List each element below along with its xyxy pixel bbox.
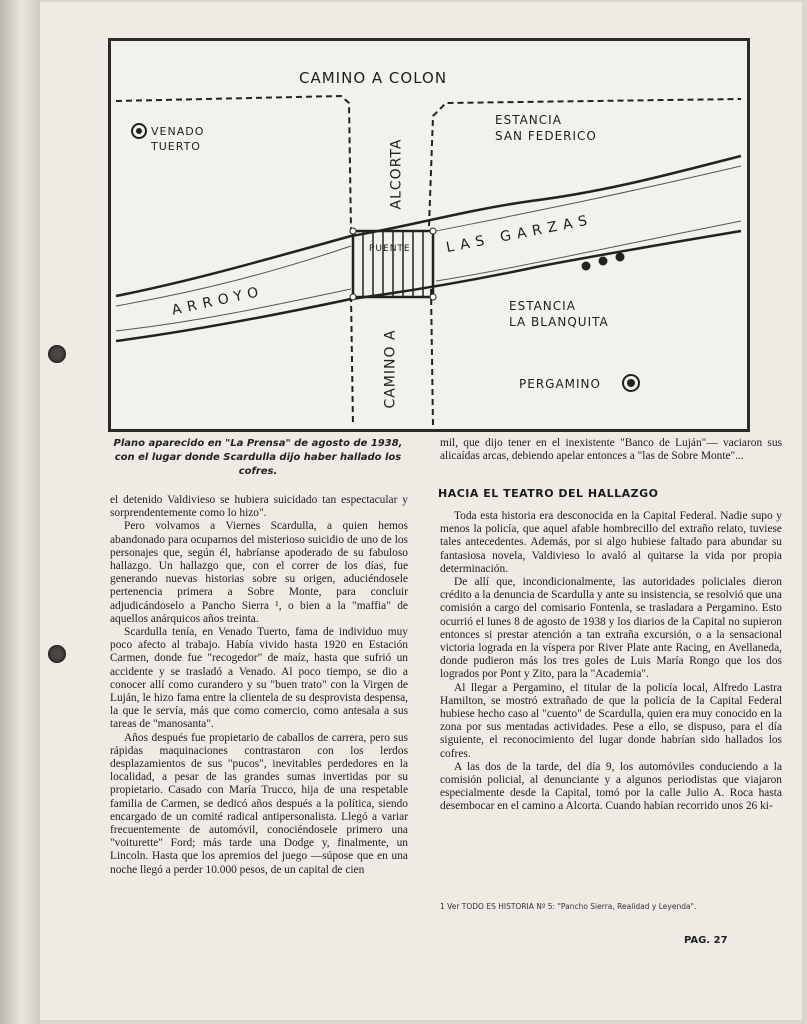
paragraph: Pero volvamos a Viernes Scardulla, a quien hemos abandonado para ocuparnos del misterioso suicidio de uno de los personajes que, según él, habríanse apoderado de su fabuloso hallazgo. Un hallazgo que, con el correr de los días, fue generando nuevas historias sobre su origen, aduciéndosele pertenencia primera a Sobre Monte, para concluir adjudicándoselo a Pancho Sierra ¹, o bien a la "maffia" de aquellos anárquicos años treinta. xyxy=(110,520,408,625)
punch-hole xyxy=(48,645,66,663)
map-label-estancia-2: ESTANCIA xyxy=(509,299,576,313)
map-drawing xyxy=(111,41,747,429)
paragraph: el detenido Valdivieso se hubiera suicidado tan espectacular y sorprendentemente como lo hizo". xyxy=(110,494,408,520)
paragraph: Al llegar a Pergamino, el titular de la policía local, Alfredo Lastra Hamilton, se mostró extrañado de que la policía de la Capital Federal hubiese hecho caso al "cuento" de Scardulla, quien era muy conocido en la zona por sus mentadas actividades. Pese a ello, se dispuso, para el día siguiente, el reconocimiento del lugar donde habrían sido hallados los cofres. xyxy=(440,681,782,760)
page-number: PAG. 27 xyxy=(684,935,728,946)
map-figure xyxy=(108,38,750,432)
left-column xyxy=(110,494,408,877)
map-label-arroyo: ARROYO xyxy=(170,283,266,319)
paragraph: De allí que, incondicionalmente, las autoridades policiales dieron crédito a la denuncia de Scardulla y ante su insistencia, se resolvió que una comisión a cargo del comisario Fontenla, se trasladara a Pergamino. Esto ocurrió el lunes 8 de agosto de 1938 y los diarios de la Capital no supieron entonces si prestar atención a tan extraña excursión, o a la sensacional victoria lograda en la víspera por River Plate ante Racing, en Avellaneda, donde pudieron más los tres goles de Luis María Rongo que los dos logrados por Pont y Zito, para la "Academia". xyxy=(440,576,782,681)
footnote: 1 Ver TODO ES HISTORIA Nº 5: "Pancho Sierra, Realidad y Leyenda". xyxy=(440,902,697,911)
map-label-tuerto: TUERTO xyxy=(151,140,201,153)
right-column-top xyxy=(440,437,782,463)
map-label-puente: PUENTE xyxy=(369,244,411,254)
right-column xyxy=(440,510,782,814)
page-binding xyxy=(0,0,40,1024)
map-label-la-blanquita: LA BLANQUITA xyxy=(509,315,609,329)
map-label-las-garzas: LAS GARZAS xyxy=(444,211,595,257)
map-label-venado: VENADO xyxy=(151,125,205,138)
map-label-san-federico: SAN FEDERICO xyxy=(495,129,597,143)
paragraph: Scardulla tenía, en Venado Tuerto, fama de individuo muy poco afecto al trabajo. Había vivido hasta 1920 en Estación Carmen, donde fue "recogedor" de maíz, hasta que sufrió un accidente y se trasladó a Venado. Al poco tiempo, se dio a conocer allí como curandero y su "buen trato" con la Virgen de Luján, le hizo fama entre la clientela de su desprovista despensa, la que le servía, más que como comercio, como antesala a sus tareas de "manosanta". xyxy=(110,626,408,731)
map-label-estancia-1: ESTANCIA xyxy=(495,113,562,127)
map-label-camino-colon: CAMINO A COLON xyxy=(299,69,448,87)
paragraph: mil, que dijo tener en el inexistente "Banco de Luján"— vaciaron sus alicaídas arcas, debiendo apelar entonces a "las de Sobre Monte"... xyxy=(440,437,782,463)
map-label-camino-a: CAMINO A xyxy=(382,329,399,409)
map-caption: Plano aparecido en "La Prensa" de agosto de 1938, con el lugar donde Scardulla dijo haber hallado los cofres. xyxy=(113,438,403,477)
paragraph: Años después fue propietario de caballos de carrera, pero sus rápidas maquinaciones contrastaron con los lerdos desplazamientos de sus "pucos", inevitables perdedores en la localidad, a pesar de las grandes sumas invertidas por su propietario. Casado con María Trucco, hija de una respetable familia de Carmen, se dedicó años después a la política, siendo encargado de un comité radical antipersonalista. Llegó a variar frecuentemente de automóvil, conociéndosele primero una "voiturette" Ford; más tarde una Dodge y, finalmente, un Lincoln. Hasta que los apremios del juego —súpose que en una noche llegó a perder 10.000 pesos, de un capital de cien xyxy=(110,731,408,876)
map-label-alcorta: ALCORTA xyxy=(388,138,405,210)
map-label-pergamino: PERGAMINO xyxy=(519,377,601,391)
paragraph: Toda esta historia era desconocida en la Capital Federal. Nadie supo y menos la policía, que aquel afable hombrecillo del extraño relato, tuviese tales antecedentes. Además, por si algo hubiese faltado para abundar su fantasiosa novela, Valdivieso lo avaló al quitarse la vida por propia determinación. xyxy=(440,510,782,575)
paragraph: A las dos de la tarde, del día 9, los automóviles conduciendo a la comisión policial, al denunciante y a algunos periodistas que viajaron especialmente desde la Capital, tomó por la calle Julio A. Roca hasta desembocar en el camino a Alcorta. Cuando habían recorrido unos 26 ki- xyxy=(440,760,782,813)
punch-hole xyxy=(48,345,66,363)
section-heading: HACIA EL TEATRO DEL HALLAZGO xyxy=(438,487,659,500)
